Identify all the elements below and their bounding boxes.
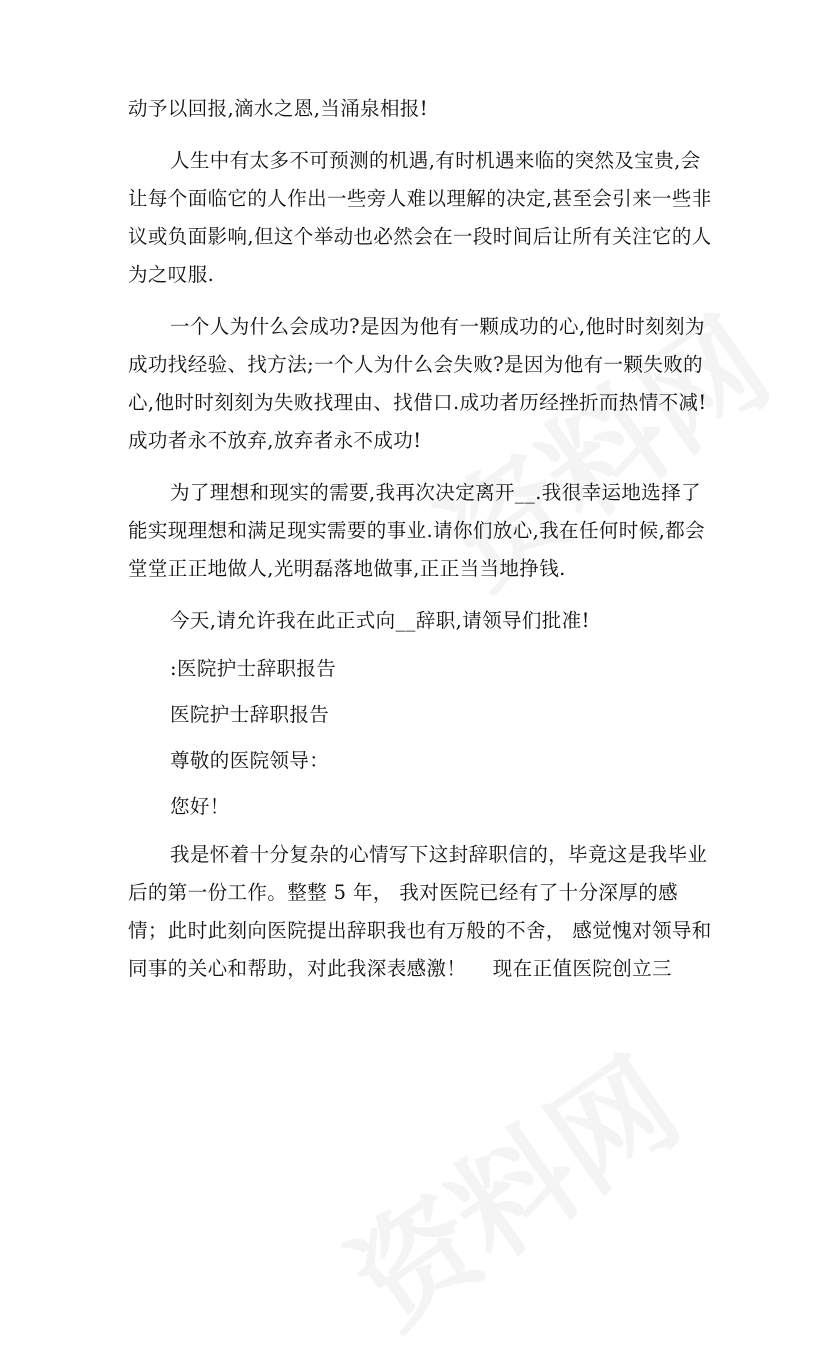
- salutation: 尊敬的医院领导：: [170, 749, 330, 772]
- document-body: [128, 90, 714, 1002]
- paragraph-opportunity: 人生中有太多不可预测的机遇,有时机遇来临的突然及宝贵,会让每个面临它的人作出一些旁人难以理解的决定,甚至会引来一些非议或负面影响,但这个举动也必然会在一段时间后让所有关注它的人为之叹服.: [128, 149, 712, 286]
- resignation-request-line: 今天,请允许我在此正式向__辞职,请领导们批准!: [170, 609, 590, 632]
- paragraph-letter-body: 我是怀着十分复杂的心情写下这封辞职信的，毕竟这是我毕业后的第一份工作。整整 5 年， 我对医院已经有了十分深厚的感情；此时此刻向医院提出辞职我也有万般的不舍， 感觉愧对领导和同事的关心和帮助，对此我深表感激！ 现在正值医院创立三: [128, 843, 712, 980]
- watermark: [313, 1012, 707, 1359]
- report-title: 医院护士辞职报告: [170, 703, 330, 726]
- paragraph-continuation: 动予以回报,滴水之恩,当涌泉相报!: [128, 97, 429, 120]
- paragraph-decision: 为了理想和现实的需要,我再次决定离开__.我很幸运地选择了能实现理想和满足现实需要的事业.请你们放心,我在任何时候,都会堂堂正正地做人,光明磊落地做事,正正当当地挣钱.: [128, 481, 705, 580]
- section-heading-line: :医院护士辞职报告: [170, 657, 337, 680]
- paragraph-success: 一个人为什么会成功?是因为他有一颗成功的心,他时时刻刻为成功找经验、找方法;一个人为什么会失败?是因为他有一颗失败的心,他时时刻刻为失败找理由、找借口.成功者历经挫折而热情不减!成功者永不放弃,放弃者永不成功!: [128, 315, 707, 452]
- greeting: 您好！: [170, 795, 230, 818]
